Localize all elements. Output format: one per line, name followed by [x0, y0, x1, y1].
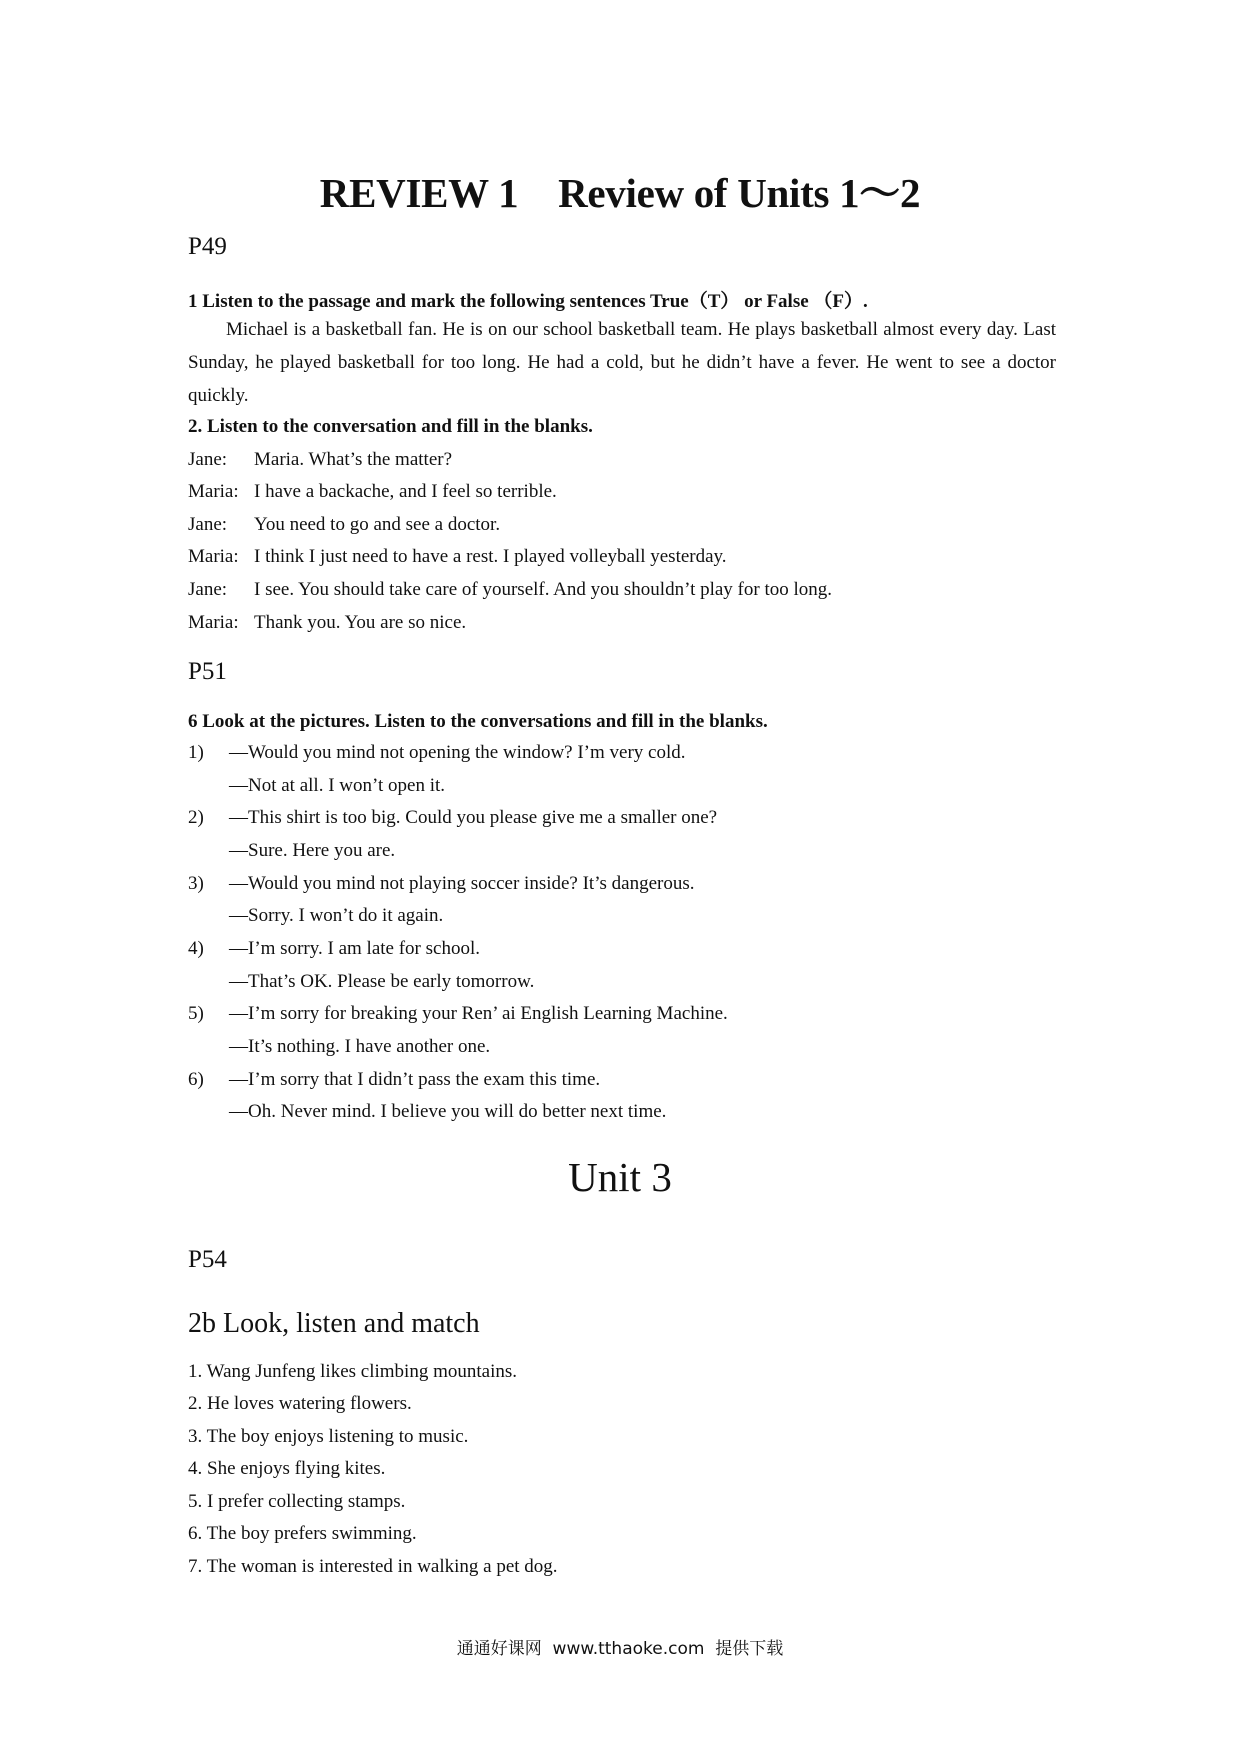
- conversation-line: —Not at all. I won’t open it.: [229, 775, 446, 796]
- match-item: 4. She enjoys flying kites.: [188, 1458, 386, 1479]
- section-heading-2b: 2b Look, listen and match: [188, 1308, 480, 1339]
- dialogue-line: [188, 514, 500, 536]
- match-item: 3. The boy enjoys listening to music.: [188, 1426, 469, 1447]
- dialogue-text: I have a backache, and I feel so terrible.: [254, 481, 557, 502]
- dialogue-line: [188, 449, 452, 471]
- page-label-p54: P54: [188, 1246, 227, 1273]
- conversation-line: —This shirt is too big. Could you please give me a smaller one?: [229, 807, 718, 828]
- match-item: 6. The boy prefers swimming.: [188, 1523, 417, 1544]
- conversation-line: —That’s OK. Please be early tomorrow.: [229, 971, 535, 992]
- dialogue-text: Thank you. You are so nice.: [254, 612, 467, 633]
- dialogue-line: [188, 481, 557, 503]
- listening-passage: Michael is a basketball fan. He is on our school basketball team. He plays basketball almost every day. Last Sunday, he played basketball for too long. He had a cold, but he didn’t have a fever. He went to see a doctor quickly.: [188, 319, 1056, 406]
- dialogue-text: I think I just need to have a rest. I played volleyball yesterday.: [254, 546, 727, 567]
- item-number: 2): [188, 807, 204, 828]
- conversation-line: —Sure. Here you are.: [229, 840, 396, 861]
- conversation-line: —Sorry. I won’t do it again.: [229, 905, 444, 926]
- dialogue-line: [188, 546, 727, 568]
- dialogue-speaker: Maria:: [188, 481, 239, 502]
- dialogue-speaker: Maria:: [188, 612, 239, 633]
- item-number: 4): [188, 938, 204, 959]
- instruction-q2: 2. Listen to the conversation and fill in the blanks.: [188, 416, 593, 437]
- page-label-p49: P49: [188, 233, 227, 260]
- item-number: 5): [188, 1003, 204, 1024]
- item-number: 6): [188, 1069, 204, 1090]
- unit-title: Unit 3: [568, 1154, 672, 1200]
- dialogue-speaker: Jane:: [188, 514, 228, 535]
- conversation-line: —I’m sorry. I am late for school.: [229, 938, 480, 959]
- dialogue-speaker: Jane:: [188, 579, 228, 600]
- dialogue-text: You need to go and see a doctor.: [254, 514, 501, 535]
- match-item: 1. Wang Junfeng likes climbing mountains.: [188, 1361, 518, 1382]
- instruction-q6: 6 Look at the pictures. Listen to the conversations and fill in the blanks.: [188, 711, 768, 732]
- conversation-line: —Would you mind not playing soccer inside? It’s dangerous.: [229, 873, 695, 894]
- footer-download-note: 通通好课网 www.tthaoke.com 提供下载: [456, 1639, 784, 1659]
- page-label-p51: P51: [188, 658, 227, 685]
- dialogue-text: Maria. What’s the matter?: [254, 449, 453, 470]
- conversation-line: —Oh. Never mind. I believe you will do better next time.: [229, 1101, 667, 1122]
- dialogue-line: [188, 612, 466, 634]
- dialogue-speaker: Jane:: [188, 449, 228, 470]
- match-item: 2. He loves watering flowers.: [188, 1393, 412, 1414]
- match-item: 7. The woman is interested in walking a pet dog.: [188, 1556, 558, 1577]
- dialogue-speaker: Maria:: [188, 546, 239, 567]
- conversation-line: —I’m sorry that I didn’t pass the exam this time.: [229, 1069, 601, 1090]
- conversation-line: —Would you mind not opening the window? I’m very cold.: [229, 742, 686, 763]
- instruction-q1: 1 Listen to the passage and mark the following sentences True（T） or False （F）.: [188, 291, 868, 312]
- item-number: 3): [188, 873, 204, 894]
- conversation-line: —I’m sorry for breaking your Ren’ ai English Learning Machine.: [229, 1003, 728, 1024]
- dialogue-line: [188, 579, 832, 601]
- dialogue-text: I see. You should take care of yourself. And you shouldn’t play for too long.: [254, 579, 833, 600]
- page-title: REVIEW 1 Review of Units 1～2: [319, 170, 921, 216]
- conversation-line: —It’s nothing. I have another one.: [229, 1036, 491, 1057]
- item-number: 1): [188, 742, 204, 763]
- match-item: 5. I prefer collecting stamps.: [188, 1491, 406, 1512]
